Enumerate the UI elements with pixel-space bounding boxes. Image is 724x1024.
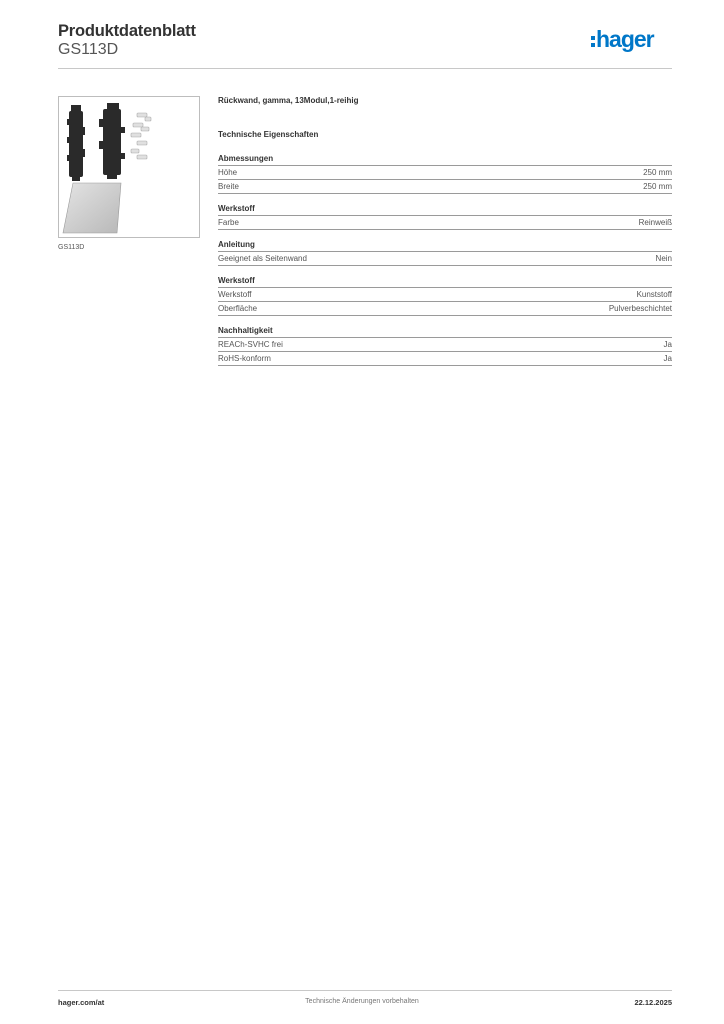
row-value: Pulverbeschichtet bbox=[608, 304, 672, 313]
table-row bbox=[218, 166, 672, 180]
row-label: Geeignet als Seitenwand bbox=[218, 254, 307, 263]
row-label: Breite bbox=[218, 182, 239, 191]
row-label: Farbe bbox=[218, 218, 239, 227]
row-value: 250 mm bbox=[643, 182, 672, 191]
technical-properties-title: Technische Eigenschaften bbox=[218, 130, 319, 139]
row-label: Höhe bbox=[218, 168, 238, 177]
product-name: Rückwand, gamma, 13Modul,1-reihig bbox=[218, 96, 359, 105]
section-title: Nachhaltigkeit bbox=[218, 326, 672, 338]
row-value: Reinweiß bbox=[638, 218, 672, 227]
table-row bbox=[218, 288, 672, 302]
section-title: Werkstoff bbox=[218, 276, 672, 288]
table-row bbox=[218, 352, 672, 366]
document-title: Produktdatenblatt bbox=[58, 22, 196, 40]
din-rail-right bbox=[99, 103, 125, 179]
section-title: Abmessungen bbox=[218, 154, 672, 166]
row-value: Ja bbox=[663, 340, 672, 349]
section-dimensions bbox=[218, 154, 672, 194]
row-label: Oberfläche bbox=[218, 304, 258, 313]
table-row bbox=[218, 216, 672, 230]
back-panel bbox=[63, 183, 121, 233]
section-title: Anleitung bbox=[218, 240, 672, 252]
row-label: REACh-SVHC frei bbox=[218, 340, 283, 349]
table-row bbox=[218, 252, 672, 266]
section-sustainability bbox=[218, 326, 672, 366]
row-value: 250 mm bbox=[643, 168, 672, 177]
document-subtitle: GS113D bbox=[58, 41, 119, 58]
row-label: RoHS-konform bbox=[218, 354, 271, 363]
row-value: Kunststoff bbox=[636, 290, 672, 299]
header-divider bbox=[58, 68, 672, 69]
row-value: Nein bbox=[655, 254, 672, 263]
table-row bbox=[218, 180, 672, 194]
logo-text: hager bbox=[596, 26, 654, 52]
footer-disclaimer: Technische Änderungen vorbehalten bbox=[305, 998, 419, 1005]
table-row bbox=[218, 302, 672, 316]
row-label: Werkstoff bbox=[218, 290, 252, 299]
table-row bbox=[218, 338, 672, 352]
row-value: Ja bbox=[663, 354, 672, 363]
din-rail-left bbox=[67, 105, 85, 181]
footer-date: 22.12.2025 bbox=[634, 998, 672, 1007]
image-caption: GS113D bbox=[58, 244, 85, 251]
hager-logo bbox=[590, 24, 670, 54]
footer-divider bbox=[58, 990, 672, 991]
product-details bbox=[218, 96, 672, 366]
page-header bbox=[58, 20, 672, 70]
section-material bbox=[218, 276, 672, 316]
section-material-color bbox=[218, 204, 672, 230]
section-title: Werkstoff bbox=[218, 204, 672, 216]
section-instructions bbox=[218, 240, 672, 266]
small-parts bbox=[131, 113, 151, 159]
product-image bbox=[58, 96, 200, 238]
footer-website-link[interactable]: hager.com/at bbox=[58, 998, 105, 1007]
